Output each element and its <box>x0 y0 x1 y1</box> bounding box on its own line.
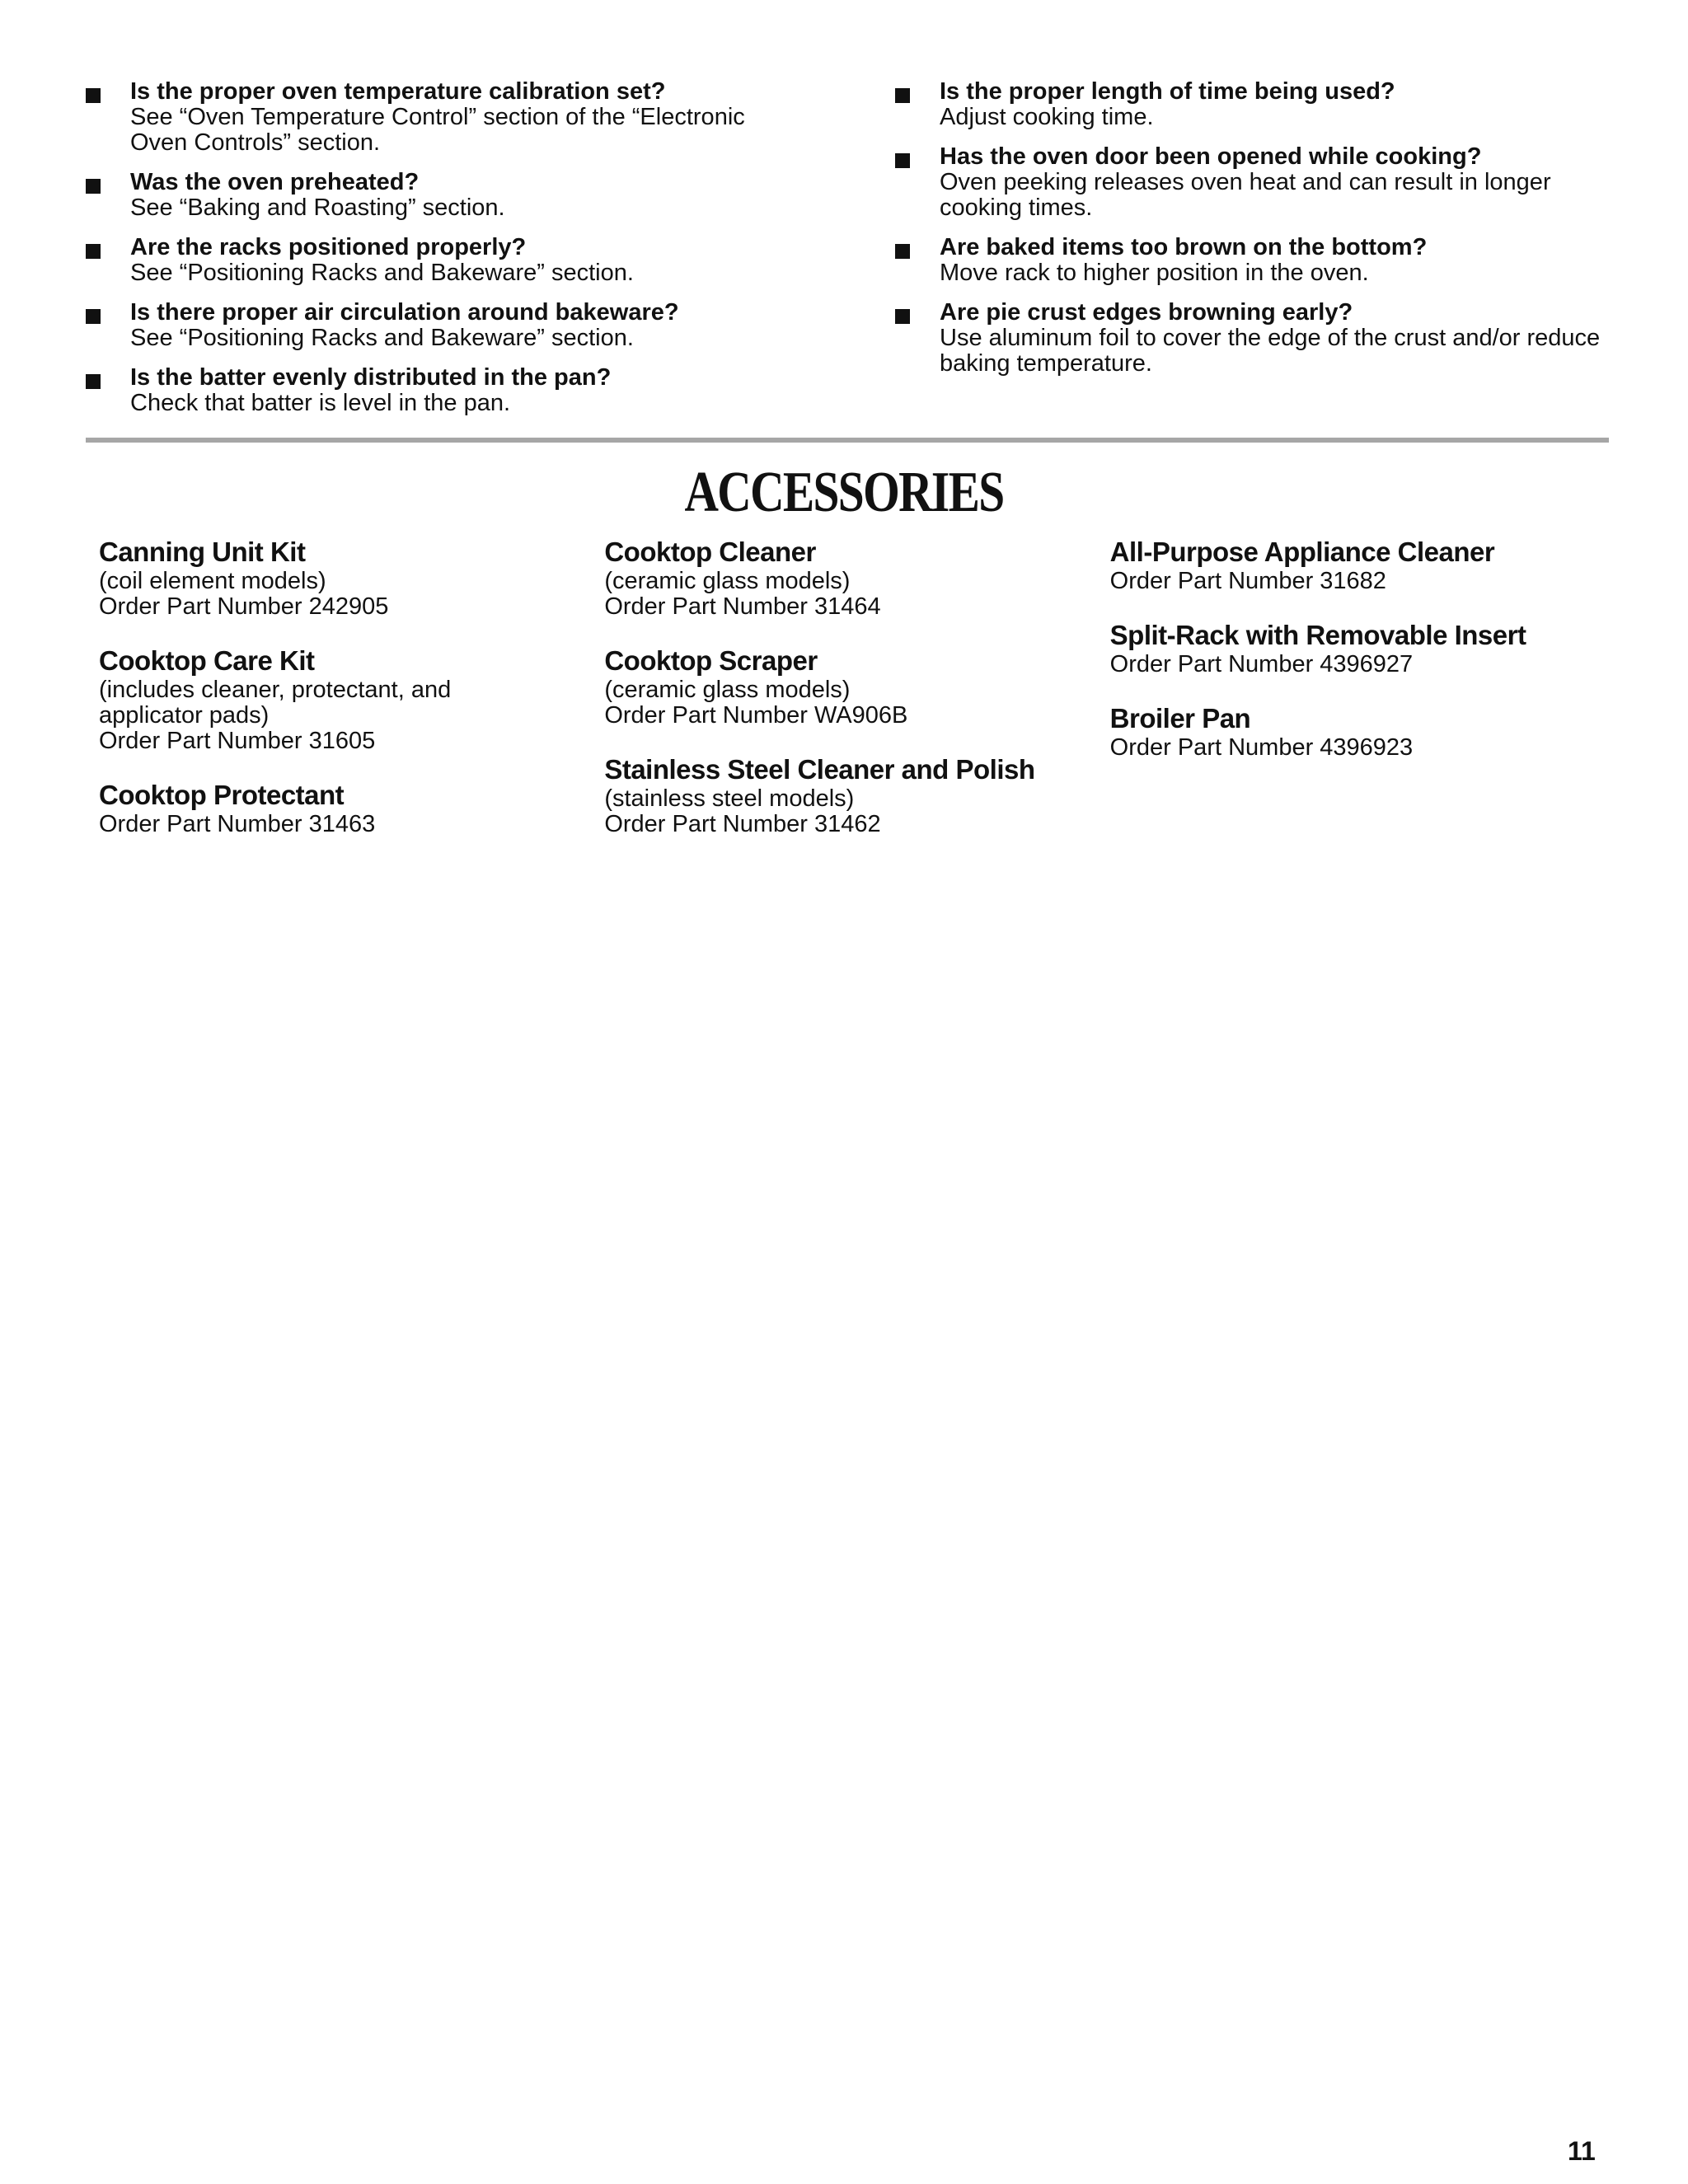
square-bullet-icon <box>86 88 101 103</box>
troubleshooting-answer: baking temperature. <box>940 350 1152 377</box>
accessory-item <box>604 644 1109 729</box>
page-number: 11 <box>1568 2136 1596 2166</box>
troubleshooting-item <box>82 365 791 416</box>
troubleshooting-question: Has the oven door been opened while cooking? <box>940 143 1482 170</box>
accessory-detail: (includes cleaner, protectant, and <box>99 677 452 703</box>
square-bullet-icon <box>895 88 910 103</box>
troubleshooting-item <box>892 235 1609 286</box>
troubleshooting-question: Is the proper oven temperature calibration set? <box>130 78 666 105</box>
accessory-detail: (coil element models) <box>99 568 326 594</box>
troubleshooting-question: Are the racks positioned properly? <box>130 234 527 260</box>
troubleshooting-answer: Move rack to higher position in the oven. <box>940 260 1369 286</box>
accessory-item <box>99 536 604 620</box>
square-bullet-icon <box>895 153 910 168</box>
troubleshooting-left-column <box>82 79 791 430</box>
accessory-item <box>1110 536 1615 594</box>
troubleshooting-item <box>892 79 1609 130</box>
accessory-item <box>1110 702 1615 761</box>
accessory-item <box>1110 619 1615 677</box>
square-bullet-icon <box>895 309 910 324</box>
troubleshooting-answer: cooking times. <box>940 194 1093 221</box>
troubleshooting-answer: Oven peeking releases oven heat and can result in longer <box>940 169 1551 195</box>
square-bullet-icon <box>86 309 101 324</box>
square-bullet-icon <box>86 374 101 389</box>
troubleshooting-answer: Oven Controls” section. <box>130 129 381 156</box>
accessory-part-number: Order Part Number 242905 <box>99 593 389 620</box>
accessory-part-number: Order Part Number 31682 <box>1109 568 1386 594</box>
troubleshooting-item <box>82 300 791 351</box>
square-bullet-icon <box>895 244 910 259</box>
troubleshooting-question: Is the batter evenly distributed in the pan? <box>130 364 612 391</box>
troubleshooting-section <box>82 79 1609 430</box>
accessory-name: Cooktop Protectant <box>99 780 345 810</box>
accessory-name: Broiler Pan <box>1109 703 1251 733</box>
troubleshooting-answer: See “Baking and Roasting” section. <box>130 194 505 221</box>
accessory-part-number: Order Part Number 4396923 <box>1109 734 1414 761</box>
accessory-item <box>99 644 604 754</box>
section-divider <box>86 438 1609 443</box>
troubleshooting-item <box>82 235 791 286</box>
accessory-detail: (ceramic glass models) <box>604 677 851 703</box>
troubleshooting-question: Is there proper air circulation around bakeware? <box>130 299 679 326</box>
troubleshooting-question: Was the oven preheated? <box>130 169 420 195</box>
accessory-name: Split-Rack with Removable Insert <box>1109 620 1526 650</box>
accessory-detail: (stainless steel models) <box>604 785 855 812</box>
accessory-detail: applicator pads) <box>99 702 270 729</box>
accessory-item <box>99 779 604 837</box>
accessories-list <box>99 536 1615 862</box>
accessory-part-number: Order Part Number 31463 <box>99 811 376 837</box>
accessory-name: Cooktop Cleaner <box>604 537 816 567</box>
troubleshooting-answer: See “Oven Temperature Control” section of the “Electronic <box>130 104 745 130</box>
accessory-name: Canning Unit Kit <box>99 537 306 567</box>
troubleshooting-answer: See “Positioning Racks and Bakeware” section. <box>130 325 634 351</box>
accessories-column-1 <box>99 536 604 862</box>
accessory-part-number: Order Part Number WA906B <box>604 702 908 729</box>
accessory-name: Cooktop Scraper <box>604 645 818 676</box>
accessory-item <box>604 536 1109 620</box>
troubleshooting-answer: See “Positioning Racks and Bakeware” section. <box>130 260 634 286</box>
accessory-part-number: Order Part Number 31464 <box>604 593 881 620</box>
accessory-name: Stainless Steel Cleaner and Polish <box>604 754 1035 785</box>
troubleshooting-item <box>892 300 1609 377</box>
troubleshooting-question: Are baked items too brown on the bottom? <box>940 234 1428 260</box>
troubleshooting-answer: Adjust cooking time. <box>940 104 1154 130</box>
accessory-name: All-Purpose Appliance Cleaner <box>1109 537 1495 567</box>
square-bullet-icon <box>86 244 101 259</box>
accessory-detail: (ceramic glass models) <box>604 568 851 594</box>
accessory-part-number: Order Part Number 31605 <box>99 728 376 754</box>
accessory-name: Cooktop Care Kit <box>99 645 315 676</box>
accessory-part-number: Order Part Number 31462 <box>604 811 881 837</box>
troubleshooting-answer: Use aluminum foil to cover the edge of the crust and/or reduce <box>940 325 1601 351</box>
troubleshooting-question: Are pie crust edges browning early? <box>940 299 1353 326</box>
square-bullet-icon <box>86 179 101 194</box>
accessory-part-number: Order Part Number 4396927 <box>1109 651 1414 677</box>
troubleshooting-item <box>892 144 1609 221</box>
accessories-heading: ACCESSORIES <box>684 461 1004 524</box>
troubleshooting-question: Is the proper length of time being used? <box>940 78 1395 105</box>
accessories-column-2 <box>604 536 1109 862</box>
troubleshooting-item <box>82 79 791 156</box>
accessories-column-3 <box>1110 536 1615 862</box>
troubleshooting-answer: Check that batter is level in the pan. <box>130 390 511 416</box>
troubleshooting-right-column <box>892 79 1609 430</box>
accessory-item <box>604 753 1109 837</box>
troubleshooting-item <box>82 170 791 221</box>
